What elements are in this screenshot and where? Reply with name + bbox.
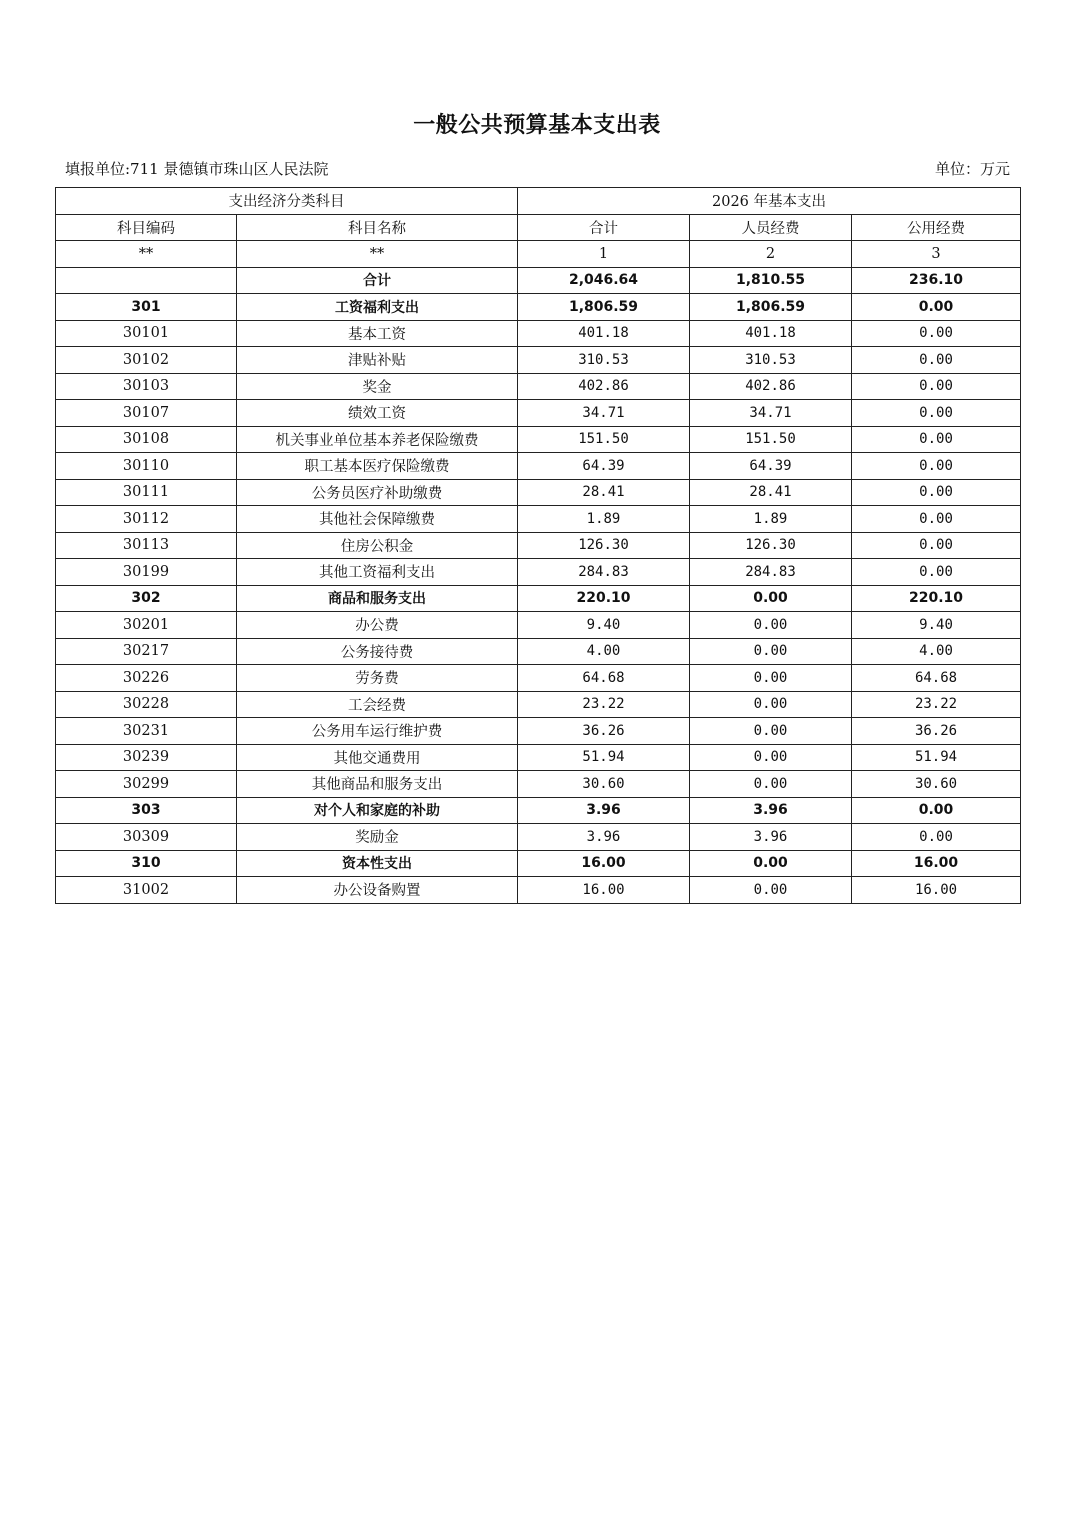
cell-code: 31002 (56, 877, 237, 904)
cell-name: 对个人和家庭的补助 (237, 797, 518, 824)
cell-personnel: 0.00 (690, 638, 852, 665)
cell-code: 30309 (56, 824, 237, 851)
cell-public: 0.00 (852, 453, 1021, 480)
cell-name: 其他商品和服务支出 (237, 771, 518, 798)
cell-public: 0.00 (852, 506, 1021, 533)
table-row (56, 453, 1021, 480)
header-column-row (56, 214, 1021, 241)
cell-personnel: 0.00 (690, 612, 852, 639)
header-group-year: 2026 年基本支出 (518, 188, 1021, 215)
cell-name: 机关事业单位基本养老保险缴费 (237, 426, 518, 453)
cell-code: 30299 (56, 771, 237, 798)
cell-code (56, 267, 237, 294)
cell-personnel: 1,810.55 (690, 267, 852, 294)
index-cell: ** (56, 241, 237, 268)
table-row (56, 585, 1021, 612)
table-row (56, 797, 1021, 824)
table-row (56, 532, 1021, 559)
table-row (56, 877, 1021, 904)
header-index-row (56, 241, 1021, 268)
unit-label: 单位：万元 (934, 160, 1010, 178)
cell-total: 36.26 (518, 718, 690, 745)
cell-name: 商品和服务支出 (237, 585, 518, 612)
cell-public: 0.00 (852, 400, 1021, 427)
cell-name: 公务员医疗补助缴费 (237, 479, 518, 506)
cell-total: 1,806.59 (518, 294, 690, 321)
table-row (56, 665, 1021, 692)
cell-public: 23.22 (852, 691, 1021, 718)
cell-code: 30239 (56, 744, 237, 771)
cell-code: 30231 (56, 718, 237, 745)
cell-public: 16.00 (852, 877, 1021, 904)
cell-personnel: 3.96 (690, 797, 852, 824)
cell-code: 303 (56, 797, 237, 824)
cell-personnel: 34.71 (690, 400, 852, 427)
cell-public: 0.00 (852, 347, 1021, 374)
index-cell: 1 (518, 241, 690, 268)
cell-personnel: 0.00 (690, 665, 852, 692)
cell-public: 0.00 (852, 797, 1021, 824)
meta-row (65, 158, 1010, 179)
cell-code: 30226 (56, 665, 237, 692)
cell-name: 公务用车运行维护费 (237, 718, 518, 745)
cell-personnel: 0.00 (690, 877, 852, 904)
cell-total: 402.86 (518, 373, 690, 400)
cell-code: 30111 (56, 479, 237, 506)
cell-personnel: 401.18 (690, 320, 852, 347)
cell-name: 劳务费 (237, 665, 518, 692)
cell-personnel: 28.41 (690, 479, 852, 506)
cell-total: 16.00 (518, 850, 690, 877)
filing-unit: 填报单位:711 景德镇市珠山区人民法院 (65, 160, 329, 178)
cell-total: 3.96 (518, 824, 690, 851)
cell-total: 30.60 (518, 771, 690, 798)
table-row (56, 638, 1021, 665)
cell-personnel: 0.00 (690, 771, 852, 798)
header-group-economic: 支出经济分类科目 (56, 188, 518, 215)
cell-code: 30112 (56, 506, 237, 533)
cell-personnel: 402.86 (690, 373, 852, 400)
cell-total: 151.50 (518, 426, 690, 453)
cell-name: 其他交通费用 (237, 744, 518, 771)
cell-code: 30103 (56, 373, 237, 400)
cell-name: 津贴补贴 (237, 347, 518, 374)
table-row (56, 294, 1021, 321)
cell-public: 220.10 (852, 585, 1021, 612)
table-row (56, 718, 1021, 745)
cell-code: 30113 (56, 532, 237, 559)
table-row (56, 347, 1021, 374)
column-header-total: 合计 (518, 214, 690, 241)
cell-total: 28.41 (518, 479, 690, 506)
cell-personnel: 1,806.59 (690, 294, 852, 321)
cell-total: 4.00 (518, 638, 690, 665)
cell-total: 34.71 (518, 400, 690, 427)
cell-public: 4.00 (852, 638, 1021, 665)
cell-code: 30107 (56, 400, 237, 427)
cell-name: 公务接待费 (237, 638, 518, 665)
cell-public: 64.68 (852, 665, 1021, 692)
cell-name: 基本工资 (237, 320, 518, 347)
cell-personnel: 3.96 (690, 824, 852, 851)
index-cell: 3 (852, 241, 1021, 268)
cell-public: 0.00 (852, 294, 1021, 321)
cell-name: 办公费 (237, 612, 518, 639)
cell-public: 36.26 (852, 718, 1021, 745)
column-header-public: 公用经费 (852, 214, 1021, 241)
cell-public: 16.00 (852, 850, 1021, 877)
cell-code: 301 (56, 294, 237, 321)
cell-total: 9.40 (518, 612, 690, 639)
cell-public: 0.00 (852, 426, 1021, 453)
cell-name: 工资福利支出 (237, 294, 518, 321)
cell-name: 其他工资福利支出 (237, 559, 518, 586)
cell-personnel: 310.53 (690, 347, 852, 374)
cell-code: 30102 (56, 347, 237, 374)
cell-name: 奖金 (237, 373, 518, 400)
cell-name: 绩效工资 (237, 400, 518, 427)
cell-name: 奖励金 (237, 824, 518, 851)
cell-total: 64.68 (518, 665, 690, 692)
table-row (56, 320, 1021, 347)
cell-total: 2,046.64 (518, 267, 690, 294)
cell-personnel: 1.89 (690, 506, 852, 533)
cell-personnel: 0.00 (690, 718, 852, 745)
table-row (56, 612, 1021, 639)
cell-public: 0.00 (852, 559, 1021, 586)
cell-public: 0.00 (852, 532, 1021, 559)
table-row (56, 479, 1021, 506)
cell-personnel: 126.30 (690, 532, 852, 559)
table-body (56, 267, 1021, 903)
cell-total: 284.83 (518, 559, 690, 586)
cell-total: 220.10 (518, 585, 690, 612)
table-row (56, 559, 1021, 586)
cell-personnel: 151.50 (690, 426, 852, 453)
cell-public: 51.94 (852, 744, 1021, 771)
table-row (56, 850, 1021, 877)
cell-total: 23.22 (518, 691, 690, 718)
cell-name: 其他社会保障缴费 (237, 506, 518, 533)
column-header-code: 科目编码 (56, 214, 237, 241)
index-cell: ** (237, 241, 518, 268)
cell-total: 51.94 (518, 744, 690, 771)
index-cell: 2 (690, 241, 852, 268)
cell-code: 30199 (56, 559, 237, 586)
cell-personnel: 0.00 (690, 744, 852, 771)
cell-personnel: 0.00 (690, 691, 852, 718)
table-row (56, 824, 1021, 851)
cell-total: 1.89 (518, 506, 690, 533)
budget-table (55, 187, 1021, 904)
table-row (56, 506, 1021, 533)
cell-name: 资本性支出 (237, 850, 518, 877)
column-header-name: 科目名称 (237, 214, 518, 241)
cell-code: 30201 (56, 612, 237, 639)
page-title: 一般公共预算基本支出表 (413, 113, 661, 138)
cell-name: 住房公积金 (237, 532, 518, 559)
column-header-personnel: 人员经费 (690, 214, 852, 241)
cell-name: 工会经费 (237, 691, 518, 718)
cell-public: 0.00 (852, 320, 1021, 347)
cell-code: 302 (56, 585, 237, 612)
header-group-row (56, 188, 1021, 215)
cell-name: 办公设备购置 (237, 877, 518, 904)
cell-total: 64.39 (518, 453, 690, 480)
cell-public: 0.00 (852, 479, 1021, 506)
cell-total: 16.00 (518, 877, 690, 904)
cell-name: 合计 (237, 267, 518, 294)
table-row (56, 691, 1021, 718)
cell-code: 30228 (56, 691, 237, 718)
cell-code: 30217 (56, 638, 237, 665)
table-row (56, 771, 1021, 798)
cell-code: 310 (56, 850, 237, 877)
table-row (56, 400, 1021, 427)
table-row (56, 744, 1021, 771)
cell-code: 30101 (56, 320, 237, 347)
cell-personnel: 284.83 (690, 559, 852, 586)
cell-code: 30108 (56, 426, 237, 453)
table-row (56, 373, 1021, 400)
cell-total: 310.53 (518, 347, 690, 374)
cell-total: 126.30 (518, 532, 690, 559)
table-row (56, 267, 1021, 294)
cell-public: 0.00 (852, 373, 1021, 400)
table-row (56, 426, 1021, 453)
cell-code: 30110 (56, 453, 237, 480)
cell-personnel: 0.00 (690, 850, 852, 877)
cell-public: 30.60 (852, 771, 1021, 798)
cell-public: 236.10 (852, 267, 1021, 294)
cell-public: 0.00 (852, 824, 1021, 851)
cell-personnel: 64.39 (690, 453, 852, 480)
cell-total: 401.18 (518, 320, 690, 347)
cell-public: 9.40 (852, 612, 1021, 639)
cell-personnel: 0.00 (690, 585, 852, 612)
cell-total: 3.96 (518, 797, 690, 824)
cell-name: 职工基本医疗保险缴费 (237, 453, 518, 480)
